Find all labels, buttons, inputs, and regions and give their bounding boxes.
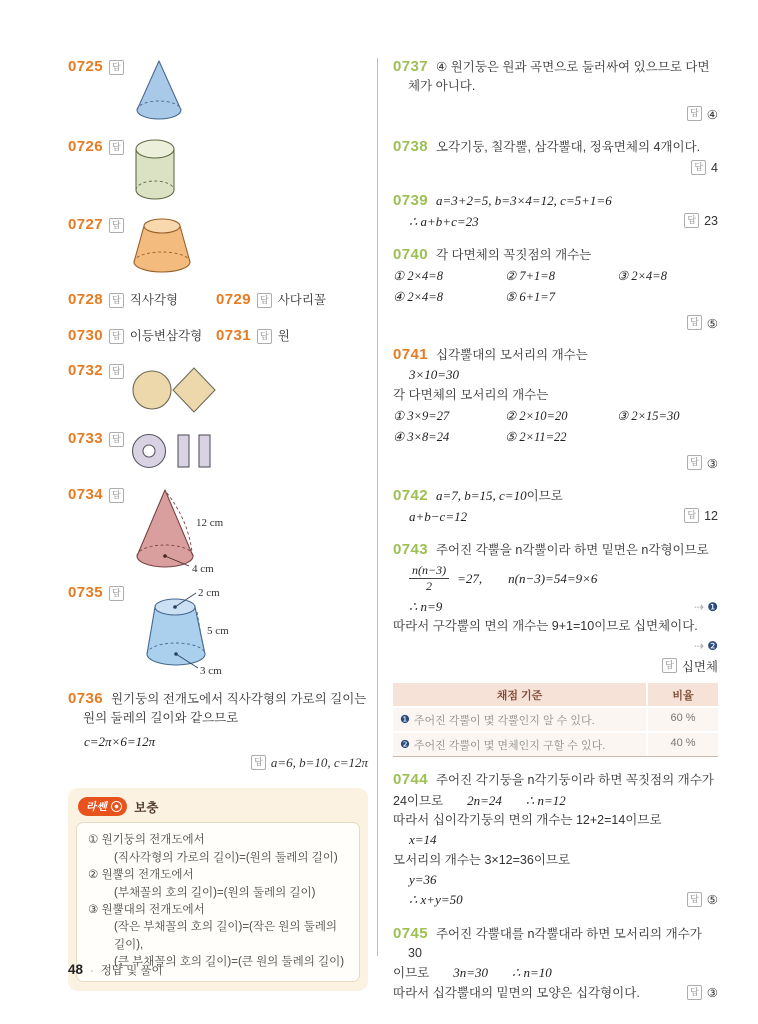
solution-step-marker — [694, 637, 718, 656]
problems-0728-0729 — [68, 290, 368, 309]
problem-0743 — [393, 541, 718, 757]
supplement-box — [68, 788, 368, 991]
answer-value: a=6, b=10, c=12π — [270, 755, 368, 771]
fraction: $\frac{n(n-3)}{2}$ — [409, 563, 449, 594]
equation-line: ∴ a+b+c=23 답 23 — [393, 212, 718, 232]
answer-icon: 답 — [257, 293, 272, 308]
answer-line — [687, 891, 718, 910]
criteria-text: 주어진 각뿔이 몇 각뿔인지 알 수 있다. — [413, 714, 595, 727]
answer-icon: 답 — [109, 488, 124, 503]
slant-height-label: 12 cm — [196, 517, 224, 529]
equation-line: ∴ n=9 ⇢ ❶ — [393, 597, 718, 617]
problem-0745 — [393, 925, 718, 1004]
problem-0738 — [393, 138, 718, 177]
problem-0737 — [393, 58, 718, 124]
problem-number: 0725 — [68, 58, 103, 75]
answer-line — [393, 106, 718, 124]
answer-value: 4 — [711, 161, 718, 176]
answer-value: 이등변삼각형 — [129, 329, 203, 343]
solution-text: 0745 주어진 각뿔대를 n각뿔대라 하면 모서리의 개수가 30 — [393, 924, 702, 960]
answer-icon: 답 — [687, 106, 702, 121]
problem-number: 0734 — [68, 486, 103, 503]
problem-number: 0742 — [393, 487, 428, 505]
solution-text: 0736 원기둥의 전개도에서 직사각형의 가로의 길이는 원의 둘레의 길이와 같으므로 — [68, 690, 367, 726]
truncated-cone-figure — [130, 216, 194, 276]
problem-number: 0740 — [393, 245, 428, 263]
bottom-radius-label: 3 cm — [200, 665, 222, 677]
problem-0731 — [216, 326, 290, 345]
truncated-cone-with-dimensions-figure — [130, 584, 256, 680]
grading-criteria-table — [393, 683, 718, 757]
solution-step-marker — [694, 598, 718, 617]
equation-line: 24이므로 2n=24 ∴ n=12 — [393, 792, 566, 808]
solution-text: 0742 a=7, b=15, c=10이므로 — [393, 487, 563, 505]
step-number: ❶ — [707, 599, 718, 614]
answer-line — [393, 454, 718, 472]
answer-value: 23 — [704, 213, 718, 228]
solution-text: 0738 오각기둥, 칠각뿔, 삼각뿔대, 정육면체의 4개이다. — [393, 137, 701, 155]
cylinder-figure — [130, 138, 180, 202]
problem-number: 0730 — [68, 327, 103, 344]
answer-line — [393, 657, 718, 675]
problem-0726 — [68, 138, 368, 202]
problem-0727 — [68, 216, 368, 276]
answer-line — [393, 159, 718, 177]
radius-label: 4 cm — [192, 563, 214, 575]
brand-name: 라쎈 — [86, 801, 108, 814]
problem-number: 0737 — [393, 58, 428, 75]
problem-0729 — [216, 290, 326, 309]
solution-text: 0741 십각뿔대의 모서리의 개수는 — [393, 346, 588, 364]
ratio-value: 40 % — [646, 733, 718, 756]
solution-text: 따라서 구각뿔의 면의 개수는 9+1=10이므로 십면체이다. — [393, 619, 698, 634]
solution-text: 0744 주어진 각기둥을 n각기둥이라 하면 꼭짓점의 개수가 — [393, 771, 714, 789]
problem-0744 — [393, 771, 718, 910]
answer-icon: 답 — [687, 892, 702, 907]
criteria-header: 채점 기준 — [496, 689, 543, 702]
answer-icon: 답 — [687, 985, 702, 1000]
equation: y=36 — [409, 872, 437, 888]
answer-value: ⑤ — [706, 316, 718, 331]
equation: x=14 — [409, 832, 437, 848]
supplement-item: ② 원뿔의 전개도에서 (부채꼴의 호의 길이)=(원의 둘레의 길이) — [88, 869, 316, 899]
answer-value: ③ — [706, 456, 718, 471]
answer-value: 십면체 — [681, 660, 718, 675]
page-footer — [68, 962, 163, 978]
ratio-value: 60 % — [646, 708, 718, 731]
answer-icon: 답 — [687, 315, 702, 330]
answer-icon: 답 — [662, 658, 677, 673]
answer-value: 12 — [704, 508, 718, 523]
step-number: ❷ — [707, 638, 718, 653]
problems-0730-0731 — [68, 326, 368, 345]
problem-number: 0743 — [393, 540, 428, 558]
supplement-content — [76, 822, 360, 982]
answer-icon: 답 — [691, 160, 706, 175]
answer-icon: 답 — [109, 293, 124, 308]
ratio-header: 비율 — [646, 683, 718, 706]
problem-number: 0736 — [68, 690, 103, 707]
brand-circle-icon — [111, 801, 122, 812]
problem-number: 0728 — [68, 291, 103, 308]
answer-icon: 답 — [687, 455, 702, 470]
problem-number: 0732 — [68, 362, 103, 379]
answer-line — [393, 314, 718, 332]
problem-number: 0727 — [68, 216, 103, 233]
footer-separator: · — [90, 965, 94, 977]
cone-figure — [130, 58, 188, 124]
solution-text: 모서리의 개수는 3×12=36이므로 — [393, 852, 571, 867]
problem-0732 — [68, 362, 368, 416]
answer-icon: 답 — [109, 218, 124, 233]
problem-number: 0735 — [68, 584, 103, 601]
answer-value: ④ — [706, 108, 718, 123]
problem-0740 — [393, 246, 718, 332]
problem-number: 0738 — [393, 137, 428, 155]
answer-icon: 답 — [251, 755, 266, 770]
step-arrow-icon: ⇢ — [694, 638, 705, 653]
step-arrow-icon: ⇢ — [694, 599, 705, 614]
conclusion-line: 따라서 십각뿔대의 밑면의 모양은 십각형이다. 답 ③ — [393, 984, 718, 1003]
answer-line — [684, 212, 718, 231]
answer-line — [684, 507, 718, 526]
answer-value: 직사각형 — [129, 293, 178, 307]
problem-0736 — [68, 690, 368, 772]
answer-line — [68, 754, 368, 772]
right-column — [378, 58, 718, 1017]
problem-0733 — [68, 430, 368, 472]
problem-0741 — [393, 346, 718, 472]
equation-line: a+b−c=12 답 12 — [393, 507, 718, 527]
problem-0739 — [393, 191, 718, 232]
problem-0735 — [68, 584, 368, 680]
solution-text: 각 다면체의 모서리의 개수는 — [393, 387, 549, 402]
equation-line: ∴ x+y=50 답 ⑤ — [393, 890, 718, 910]
table-header — [393, 683, 718, 706]
choice-calculations: ① 2×4=8 ② 7+1=8 ③ 2×4=8 ④ 2×4=8 ⑤ 6+1=7 — [393, 269, 667, 305]
top-radius-label: 2 cm — [198, 587, 220, 599]
problem-number: 0731 — [216, 327, 251, 344]
step-number: ❶ — [400, 714, 410, 727]
table-row — [393, 706, 718, 731]
problem-0728 — [68, 290, 216, 309]
problem-0734 — [68, 486, 368, 576]
supplement-title: 보충 — [134, 800, 159, 815]
answer-icon: 답 — [109, 60, 124, 75]
solution-text: 0740 각 다면체의 꼭짓점의 개수는 — [393, 245, 592, 263]
step-line — [393, 637, 718, 656]
answer-icon: 답 — [109, 364, 124, 379]
problem-number: 0739 — [393, 192, 428, 210]
problem-number: 0733 — [68, 430, 103, 447]
solution-text: 0743 주어진 각뿔을 n각뿔이라 하면 밑면은 n각형이므로 — [393, 540, 709, 558]
answer-line — [687, 984, 718, 1003]
problem-number: 0726 — [68, 138, 103, 155]
solution-text: 따라서 십이각기둥의 면의 개수는 12+2=14이므로 — [393, 812, 662, 827]
answer-value: 사다리꼴 — [277, 293, 326, 307]
problem-number: 0744 — [393, 771, 428, 789]
answer-icon: 답 — [109, 586, 124, 601]
footer-title: 정답 및 풀이 — [100, 965, 163, 977]
answer-icon: 답 — [257, 329, 272, 344]
equation: c=2π×6=12π — [84, 733, 156, 749]
table-row — [393, 731, 718, 756]
supplement-item: ③ 원뿔대의 전개도에서 (작은 부채꼴의 호의 길이)=(작은 원의 둘레의 길이), (큰 부채꼴의 호의 길이)=(큰 원의 둘레의 길이) — [88, 904, 345, 969]
answer-icon: 답 — [684, 508, 699, 523]
solution-text: 0739 a=3+2=5, b=3×4=12, c=5+1=6 — [393, 192, 612, 210]
cone-with-dimensions-figure — [130, 486, 264, 576]
supplement-item: ① 원기둥의 전개도에서 (직사각형의 가로의 길이)=(원의 둘레의 길이) — [88, 834, 338, 864]
choice-calculations: ① 3×9=27 ② 2×10=20 ③ 2×15=30 ④ 3×8=24 ⑤ 2×11=22 — [393, 409, 680, 445]
answer-icon: 답 — [109, 329, 124, 344]
solution-text: 0737 ④ 원기둥은 원과 곡면으로 둘러싸여 있으므로 다면체가 아니다. — [393, 58, 710, 94]
answer-value: ⑤ — [706, 892, 718, 907]
height-label: 5 cm — [207, 625, 229, 637]
equation: 3×10=30 — [409, 367, 460, 383]
answer-icon: 답 — [109, 432, 124, 447]
supplement-header — [76, 795, 360, 822]
problem-number: 0745 — [393, 924, 428, 942]
annulus-and-rectangles-figure — [130, 430, 230, 472]
brand-badge — [78, 797, 127, 816]
answer-value: ③ — [706, 985, 718, 1000]
problem-number: 0729 — [216, 291, 251, 308]
page-number: 48 — [68, 962, 84, 977]
problem-number: 0741 — [393, 346, 428, 364]
equation-with-fraction: $\frac{n(n-3)}{2}$ =27, n(n−3)=54=9×6 — [393, 563, 718, 594]
answer-icon: 답 — [109, 140, 124, 155]
criteria-text: 주어진 각뿔이 몇 면체인지 구할 수 있다. — [413, 739, 606, 752]
problem-0725 — [68, 58, 368, 124]
left-column — [68, 58, 368, 1017]
step-number: ❷ — [400, 739, 410, 752]
answer-value: 원 — [277, 329, 290, 343]
circle-and-rhombus-figure — [130, 362, 226, 416]
answer-icon: 답 — [684, 213, 699, 228]
problem-0730 — [68, 326, 216, 345]
equation-line: 이므로 3n=30 ∴ n=10 — [393, 965, 552, 981]
problem-0742 — [393, 486, 718, 527]
